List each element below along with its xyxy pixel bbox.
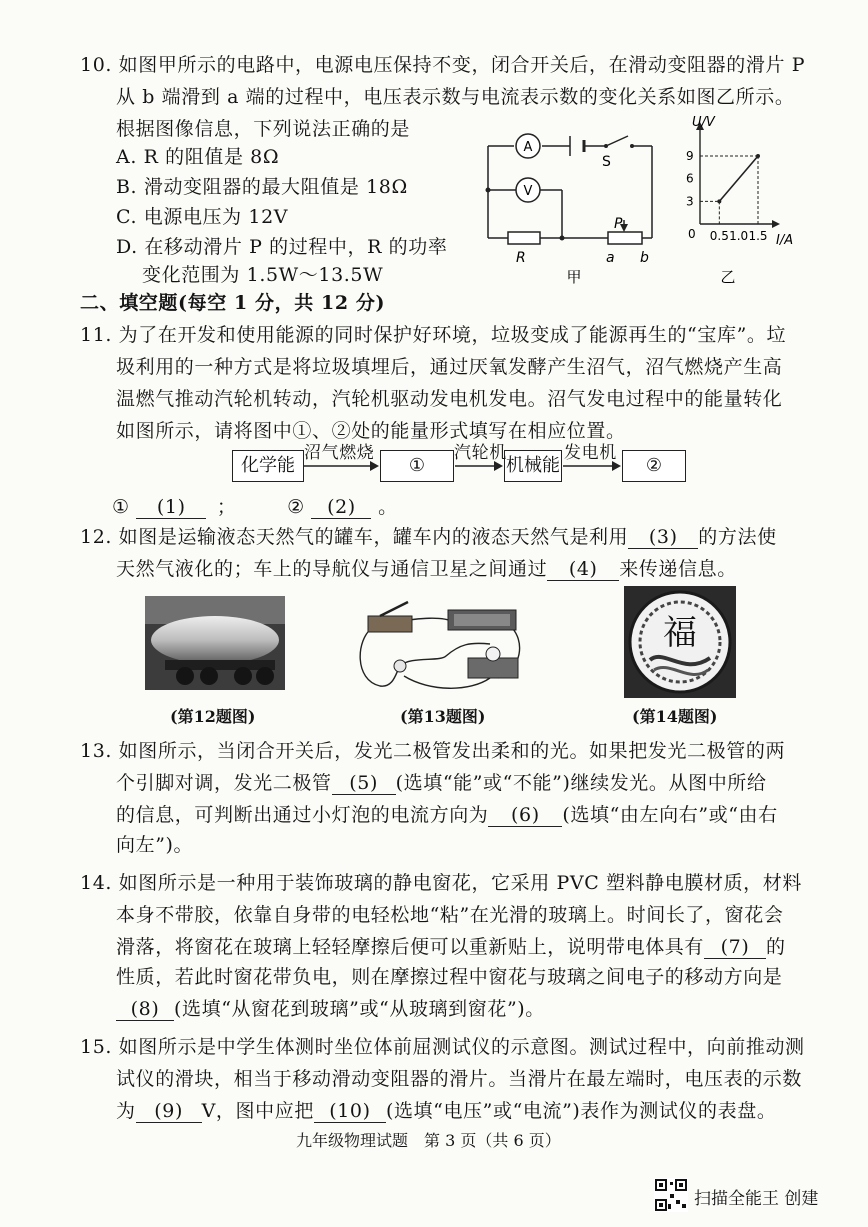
flow-box-blank-2: ② xyxy=(622,450,686,482)
q10-option-b: B. 滑动变阻器的最大阻值是 18Ω xyxy=(116,176,408,198)
x-tick-label: 1.0 xyxy=(729,229,749,243)
q11-answer-line xyxy=(112,492,398,519)
blank-9[interactable]: (9) xyxy=(136,1100,202,1123)
y-tick-label: 3 xyxy=(686,194,694,209)
q11-line2: 圾利用的一种方式是将垃圾填埋后，通过厌氧发酵产生沼气，沼气燃烧产生高 xyxy=(116,356,783,378)
q13-line1: 13. 如图所示，当闭合开关后，发光二极管发出柔和的光。如果把发光二极管的两 xyxy=(80,740,786,762)
q14-line3-a: 滑落，将窗花在玻璃上轻轻摩擦后便可以重新贴上，说明带电体具有 xyxy=(116,936,705,958)
q11-line4: 如图所示，请将图中①、②处的能量形式填写在相应位置。 xyxy=(116,420,626,442)
q14-line5-b: (选填“从窗花到玻璃”或“从玻璃到窗花”)。 xyxy=(174,998,545,1020)
flow-arrow-label-biogas: 沼气燃烧 xyxy=(304,443,375,463)
q15-line2: 试仪的滑块，相当于移动滑动变阻器的滑片。当滑片在最左端时，电压表的示数 xyxy=(116,1068,803,1090)
q15-line3 xyxy=(116,1096,776,1123)
q10-line1: 10. 如图甲所示的电路中，电源电压保持不变，闭合开关后，在滑动变阻器的滑片 P xyxy=(80,54,806,76)
figure-12-tanker-photo xyxy=(145,596,285,690)
q14-line5 xyxy=(116,994,545,1021)
blank-5[interactable]: (5) xyxy=(332,772,396,795)
q13-line4: 向左”)。 xyxy=(116,834,194,856)
figure-14-window-flower-photo xyxy=(624,586,736,698)
q14-line4: 性质，若此时窗花带负电，则在摩擦过程中窗花与玻璃之间电子的移动方向是 xyxy=(116,966,783,988)
q13-line2-b: (选填“能”或“不能”)继续发光。从图中所给 xyxy=(395,772,767,794)
q12-line1 xyxy=(80,522,777,549)
qr-code-icon xyxy=(654,1178,688,1212)
ammeter-label: A xyxy=(523,140,533,155)
figure-14-caption: (第14题图) xyxy=(632,707,718,726)
q10-line2: 从 b 端滑到 a 端的过程中，电压表示数与电流表示数的变化关系如图乙所示。 xyxy=(116,86,795,108)
q13-line3-a: 的信息，可判断出通过小灯泡的电流方向为 xyxy=(116,804,489,826)
q15-line3-b: V，图中应把 xyxy=(201,1100,314,1122)
q12-line1-a: 12. 如图是运输液态天然气的罐车，罐车内的液态天然气是利用 xyxy=(80,526,629,548)
q10-option-c: C. 电源电压为 12V xyxy=(116,206,289,228)
q14-line3-b: 的 xyxy=(766,936,786,958)
q12-line2-a: 天然气液化的；车上的导航仪与通信卫星之间通过 xyxy=(116,558,548,580)
q12-line1-b: 的方法使 xyxy=(698,526,777,548)
q13-line2 xyxy=(116,768,767,795)
q10-option-d-line1: D. 在移动滑片 P 的过程中，R 的功率 xyxy=(116,236,448,258)
end-a-label: a xyxy=(606,250,615,266)
flow-box-mechanical-energy: 机械能 xyxy=(504,450,562,482)
blank-1[interactable]: (1) xyxy=(136,496,206,519)
q15-line3-c: (选填“电压”或“电流”)表作为测试仪的表盘。 xyxy=(385,1100,777,1122)
blank-8[interactable]: (8) xyxy=(116,998,174,1021)
scanner-watermark: 扫描全能王 创建 xyxy=(694,1189,819,1209)
blank-2[interactable]: (2) xyxy=(311,496,371,519)
blank-7[interactable]: (7) xyxy=(704,936,766,959)
flow-arrows xyxy=(0,0,868,500)
blank-4[interactable]: (4) xyxy=(547,558,619,581)
x-tick-label: 0.5 xyxy=(709,229,729,243)
flow-box-blank-1: ① xyxy=(380,450,454,482)
q10-line3: 根据图像信息，下列说法正确的是 xyxy=(116,118,411,140)
circuit-caption: 甲 xyxy=(566,268,582,286)
q11-answer-separator: ； xyxy=(216,496,237,518)
q14-line3 xyxy=(116,932,786,959)
flow-arrow-label-turbine: 汽轮机 xyxy=(454,443,507,463)
fu-character: 福 xyxy=(663,613,697,653)
y-axis-label: U/V xyxy=(692,115,715,130)
y-tick-label: 9 xyxy=(686,149,694,163)
graph-caption: 乙 xyxy=(720,268,736,286)
x-axis-label: I/A xyxy=(776,233,794,248)
q13-line3 xyxy=(116,800,778,827)
resistor-label: R xyxy=(516,250,526,266)
section-2-heading: 二、填空题(每空 1 分，共 12 分) xyxy=(80,292,386,314)
q11-answer-end: 。 xyxy=(378,496,398,518)
page-footer: 九年级物理试题 第 3 页（共 6 页） xyxy=(296,1131,561,1150)
switch-label: S xyxy=(602,154,611,170)
q11-answer-1-label: ① xyxy=(112,496,130,518)
blank-10[interactable]: (10) xyxy=(314,1100,386,1123)
blank-3[interactable]: (3) xyxy=(628,526,698,549)
origin-label: 0 xyxy=(688,227,696,241)
q10-option-a: A. R 的阻值是 8Ω xyxy=(116,146,280,168)
q15-line3-a: 为 xyxy=(116,1100,136,1122)
q13-line3-b: (选填“由左向右”或“由右 xyxy=(562,804,778,826)
q13-line2-a: 个引脚对调，发光二极管 xyxy=(116,772,332,794)
q11-line1: 11. 为了在开发和使用能源的同时保护好环境，垃圾变成了能源再生的“宝库”。垃 xyxy=(80,324,787,346)
q12-line2 xyxy=(116,554,737,581)
flow-arrow-label-generator: 发电机 xyxy=(564,443,617,463)
voltmeter-label: V xyxy=(523,184,533,199)
x-tick-label: 1.5 xyxy=(748,229,768,243)
q11-line3: 温燃气推动汽轮机转动，汽轮机驱动发电机发电。沼气发电过程中的能量转化 xyxy=(116,388,783,410)
q12-line2-b: 来传递信息。 xyxy=(619,558,737,580)
q15-line1: 15. 如图所示是中学生体测时坐位体前屈测试仪的示意图。测试过程中，向前推动测 xyxy=(80,1036,805,1058)
end-b-label: b xyxy=(640,250,649,266)
blank-6[interactable]: (6) xyxy=(488,804,562,827)
figure-12-caption: (第12题图) xyxy=(170,707,256,726)
slider-label: P xyxy=(614,216,623,232)
q11-answer-2-label: ② xyxy=(287,496,305,518)
q14-line1: 14. 如图所示是一种用于装饰玻璃的静电窗花，它采用 PVC 塑料静电膜材质，材料 xyxy=(80,872,802,894)
q10-option-d-line2: 变化范围为 1.5W～13.5W xyxy=(142,264,384,286)
y-tick-label: 6 xyxy=(686,171,694,186)
q14-line2: 本身不带胶，依靠自身带的电轻松地“粘”在光滑的玻璃上。时间长了，窗花会 xyxy=(116,904,784,926)
figure-13-caption: (第13题图) xyxy=(400,707,486,726)
figure-13-led-circuit xyxy=(350,596,530,700)
flow-box-chemical-energy: 化学能 xyxy=(232,450,304,482)
